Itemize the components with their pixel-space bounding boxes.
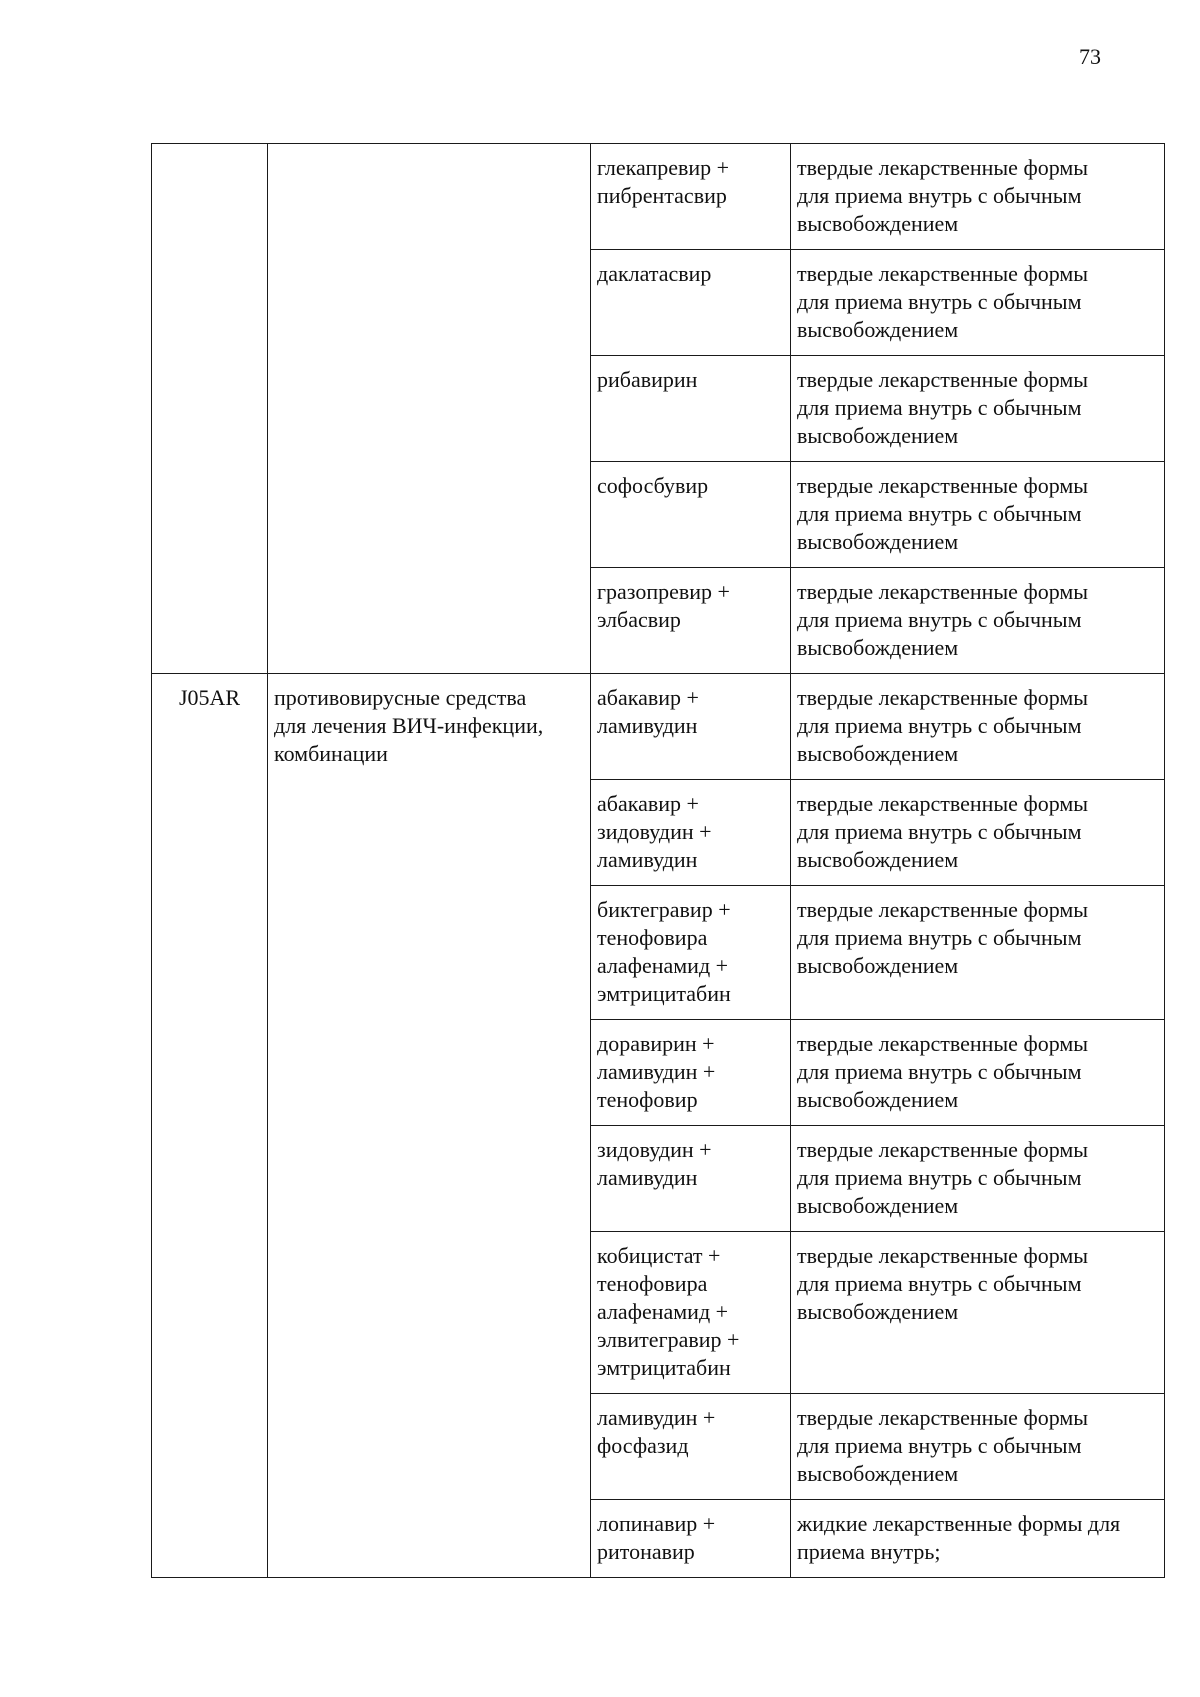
drug-table: [151, 143, 1165, 1578]
drug-name-cell: абакавир + ламивудин: [591, 674, 791, 780]
page-number: 73: [1079, 44, 1101, 69]
drug-name-cell: глекапревир + пибрентасвир: [591, 144, 791, 250]
drug-name-cell: даклатасвир: [591, 250, 791, 356]
dosage-form-cell: твердые лекарственные формы для приема внутрь с обычным высвобождением: [791, 780, 1165, 886]
drug-name-cell: кобицистат + тенофовира алафенамид + элвитегравир + эмтрицитабин: [591, 1232, 791, 1394]
table-row: [152, 144, 1165, 250]
table-row: [152, 674, 1165, 780]
dosage-form-cell: твердые лекарственные формы для приема внутрь с обычным высвобождением: [791, 250, 1165, 356]
dosage-form-cell: твердые лекарственные формы для приема внутрь с обычным высвобождением: [791, 886, 1165, 1020]
drug-name-cell: лопинавир + ритонавир: [591, 1500, 791, 1578]
atc-code-cell: [152, 144, 268, 674]
dosage-form-cell: твердые лекарственные формы для приема внутрь с обычным высвобождением: [791, 674, 1165, 780]
dosage-form-cell: твердые лекарственные формы для приема внутрь с обычным высвобождением: [791, 568, 1165, 674]
dosage-form-cell: жидкие лекарственные формы для приема внутрь;: [791, 1500, 1165, 1578]
drug-name-cell: софосбувир: [591, 462, 791, 568]
dosage-form-cell: твердые лекарственные формы для приема внутрь с обычным высвобождением: [791, 356, 1165, 462]
drug-name-cell: гразопревир + элбасвир: [591, 568, 791, 674]
group-name-cell: противовирусные средства для лечения ВИЧ-инфекции, комбинации: [268, 674, 591, 1578]
dosage-form-cell: твердые лекарственные формы для приема внутрь с обычным высвобождением: [791, 462, 1165, 568]
dosage-form-cell: твердые лекарственные формы для приема внутрь с обычным высвобождением: [791, 1394, 1165, 1500]
group-name-cell: [268, 144, 591, 674]
dosage-form-cell: твердые лекарственные формы для приема внутрь с обычным высвобождением: [791, 1020, 1165, 1126]
atc-code-cell: J05AR: [152, 674, 268, 1578]
drug-name-cell: абакавир + зидовудин + ламивудин: [591, 780, 791, 886]
dosage-form-cell: твердые лекарственные формы для приема внутрь с обычным высвобождением: [791, 1126, 1165, 1232]
dosage-form-cell: твердые лекарственные формы для приема внутрь с обычным высвобождением: [791, 1232, 1165, 1394]
drug-name-cell: рибавирин: [591, 356, 791, 462]
drug-name-cell: ламивудин + фосфазид: [591, 1394, 791, 1500]
dosage-form-cell: твердые лекарственные формы для приема внутрь с обычным высвобождением: [791, 144, 1165, 250]
drug-name-cell: зидовудин + ламивудин: [591, 1126, 791, 1232]
drug-name-cell: доравирин + ламивудин + тенофовир: [591, 1020, 791, 1126]
drug-name-cell: биктегравир + тенофовира алафенамид + эмтрицитабин: [591, 886, 791, 1020]
